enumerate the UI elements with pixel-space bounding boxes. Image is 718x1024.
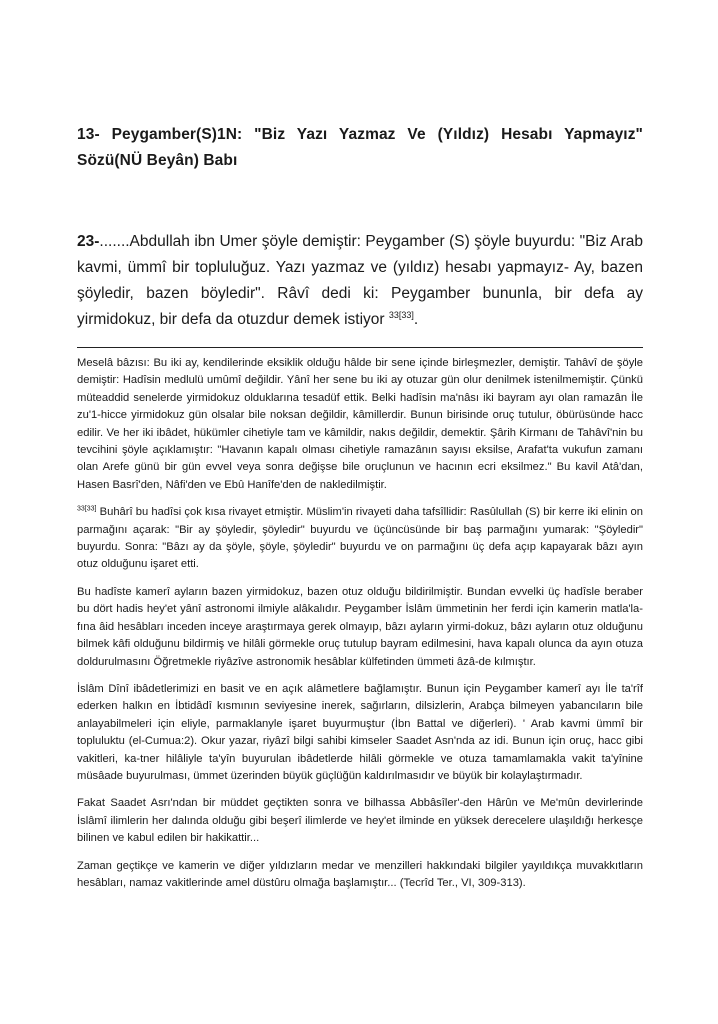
note-paragraph-3: Bu hadîste kamerî ayların bazen yirmidokuz, bazen otuz olduğu bildirilmiştir. Bundan evvelki üç hadîsle beraber bu dört hadis hey'et yânî astronomi ilmiyle alâkalıdır. Peygamber İslâm ümmetinin her ferdi için kamerin matla'la-fına âid hesâbları inceden inceye araştırmaya gerek olmayıp, bâzı ayların yirmi-dokuz, bâzı ayların otuz olduğunu bilmek kâfi olduğunu bildirmiş ve hilâli görmekle oruç tutulup bayram edilmesini, hava kapalı olunca da ayın otuza doldurulmasını Öğretmekle riyâzîve astronomik hesâblar külfetinden ümmeti âzâ-de kılmıştır. bbox=[77, 585, 643, 668]
hadith-text: .......Abdullah ibn Umer şöyle demiştir: Peygamber (S) şöyle buyurdu: "Biz Arab kavmi, ümmî bir topluluğuz. Yazı yazmaz ve (yıldız) hesabı yapmayız- Ay, bazen şöyledir, bazen böyledir". Râvî dedi ki: Peygamber bununla, bir defa ay yirmidokuz, bir defa da otuzdur demek istiyor bbox=[77, 233, 643, 328]
note-paragraph-4: İslâm Dînî ibâdetlerimizi en basit ve en açık alâmetlere bağlamıştır. Bunun için Peygamber kamerî ayı İle ta'rîf ederken halkın en İbtidâdî kısmının seviyesine inerek, sağırların, dilsizlerin, Arabça bilmeyen yabancıların bile anlayabilmeleri için eliyle, parmaklanyle işaret buyurmuştur (İbn Battal ve diğerleri). ' Arab kavmi ümmî bir topluluktu (el-Cumua:2). Okur yazar, riyâzî bilgi sahibi kimseler Saadet Asn'nda az idi. Bunun için oruç, hacc gibi vakitleri, ka-tner hilâliyle ta'yîn buyurulan ibâdetlerde hilâli görmekle ve otuza tamamlamakla vakit ta'yînine müsâade buyurulması, ümmet üzerinden büyük güçlüğün kaldırılmasıdır ve büyük bir kolaylaştırmadır. bbox=[77, 682, 643, 782]
footnote-text: Buhârî bu hadîsi çok kısa rivayet etmiştir. Müslim'in rivayeti daha tafsîllidir: Rasûlullah (S) bir kerre iki elinin on parmağını açarak: "Bir ay şöyledir, şöyledir" buyurdu ve üçüncüsünde bir baş parmağını yumarak: "Şöyledir" buyurdu. Sonra: "Bâzı ay da şöyle, şöyle, şöyledir" buyurdu ve on parmağını üç defa açıp kapayarak bâzı ayın otuz olduğunu işaret etti. bbox=[77, 506, 643, 571]
note-paragraph-5: Fakat Saadet Asrı'ndan bir müddet geçtikten sonra ve bilhassa Abbâsîler'-den Hârûn ve Me'mûn devirlerinde İslâmî ilimlerin her dalında olduğu gibi beşerî ilimlerde ve hey'et ilminde en yüksek derecelere ulaşıldığı herkesçe bilinen ve kabul edilen bir hakikattir... bbox=[77, 797, 643, 845]
hadith-end: . bbox=[413, 311, 419, 328]
notes-section bbox=[77, 355, 643, 902]
footnote-marker: 33[33] bbox=[77, 505, 97, 513]
note-paragraph-2 bbox=[77, 504, 643, 574]
hadith-number: 23- bbox=[77, 233, 100, 250]
note-paragraph-6: Zaman geçtikçe ve kamerin ve diğer yıldızların medar ve menzilleri hakkındaki bilgiler yayıldıkça muvakkıtların hesâbları, namaz vakitlerinde amel düstûru olmağa başlamıştır... (Tecrîd Ter., VI, 309-313). bbox=[77, 859, 643, 889]
footnote-reference[interactable]: 33[33] bbox=[388, 309, 414, 320]
hadith-paragraph bbox=[77, 229, 643, 333]
footnote-divider bbox=[77, 347, 643, 348]
chapter-heading: 13- Peygamber(S)1N: "Biz Yazı Yazmaz Ve (Yıldız) Hesabı Yapmayız" Sözü(NÜ Beyân) Babı bbox=[77, 126, 643, 169]
note-paragraph-1: Meselâ bâzısı: Bu iki ay, kendilerinde eksiklik olduğu hâlde bir sene içinde birleşmezler, demiştir. Tahâvî de şöyle demiştir: Hadîsin medlulü umûmî değildir. Yânî her sene bu iki ay otuzar gün olur denilmek istenilmemiştir. Çünkü müteaddid senelerde yirmidokuz olduklarına tesadüf ettik. Belki hadîsin ma'nâsı iki bayram ayı olan ramazân İle zu'1-hicce yirmidokuz gün olsalar bile noksan değildir, kâmillerdir. Bunun birisinde oruç tutulur, öbürüsünde hacc edilir. Ve her iki ibâdet, hükümler cihetiyle tam ve kâmildir, nakıs değildir, demektir. Şârih Kirmanı de Tahâvî'nin bu tevcihini şöyle açıklamıştır: "Havanın kapalı olması cihetiyle ramazânın sayısı eksilse, Arafat'ta vukufun zamanı olan Arefe günü bir gün evvel veya sonra değişse bile oruçlunun ve hacının ecri eksilmez." Bu kavil Atâ'dan, Hasen Basrî'den, Nâfi'den ve Ebû Hanîfe'den de nakledilmiştir. bbox=[77, 357, 643, 491]
